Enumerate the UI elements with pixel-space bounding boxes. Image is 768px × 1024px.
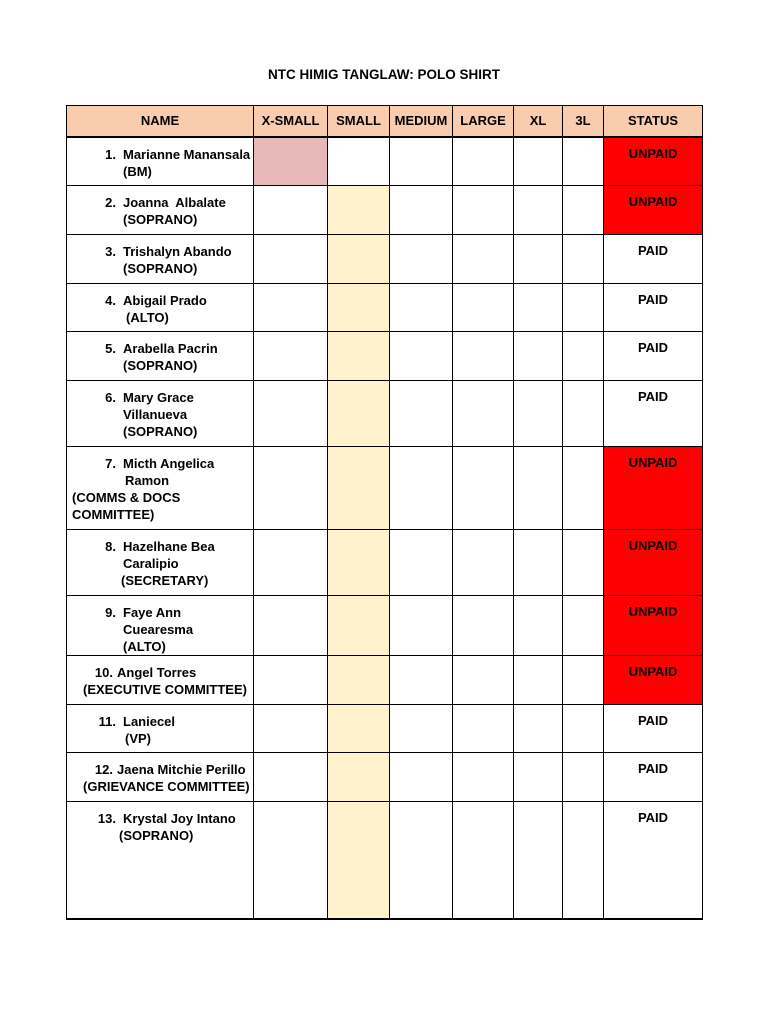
row-number: 9. — [105, 605, 116, 620]
status-text: PAID — [637, 340, 669, 355]
status-text: UNPAID — [628, 194, 678, 209]
small-cell[interactable] — [328, 656, 390, 705]
member-role: (SOPRANO) — [123, 358, 198, 373]
member-role: (VP) — [125, 731, 151, 746]
member-name: Angel Torres — [117, 665, 197, 680]
name-cell — [67, 705, 254, 753]
xl-cell[interactable] — [514, 332, 563, 381]
status-cell[interactable] — [604, 332, 703, 381]
member-role: (ALTO) — [123, 639, 166, 654]
3l-cell[interactable] — [563, 447, 604, 530]
member-name: Faye Ann Cuearesma — [123, 605, 194, 637]
header-name: NAME — [67, 106, 254, 137]
table-row — [67, 447, 703, 530]
name-cell — [67, 530, 254, 596]
header-xsmall: X-SMALL — [254, 106, 328, 137]
xsmall-cell[interactable] — [254, 705, 328, 753]
member-name: Krystal Joy Intano — [123, 811, 236, 826]
member-role-cont: COMMITTEE) — [72, 507, 155, 522]
small-cell[interactable] — [328, 596, 390, 656]
name-cell — [67, 332, 254, 381]
small-cell[interactable] — [328, 235, 390, 284]
large-cell[interactable] — [453, 656, 514, 705]
status-text: UNPAID — [628, 664, 678, 679]
3l-cell[interactable] — [563, 705, 604, 753]
status-cell[interactable] — [604, 381, 703, 447]
3l-cell[interactable] — [563, 753, 604, 802]
small-cell[interactable] — [328, 284, 390, 332]
member-role: (GRIEVANCE COMMITTEE) — [83, 779, 250, 794]
status-text: PAID — [637, 761, 669, 776]
status-cell[interactable] — [604, 447, 703, 530]
xsmall-cell[interactable] — [254, 596, 328, 656]
xsmall-cell[interactable] — [254, 802, 328, 919]
status-cell[interactable] — [604, 235, 703, 284]
status-text: PAID — [637, 810, 669, 825]
xsmall-cell[interactable] — [254, 186, 328, 235]
3l-cell[interactable] — [563, 332, 604, 381]
table-row — [67, 656, 703, 705]
xsmall-cell[interactable] — [254, 656, 328, 705]
status-text: PAID — [637, 713, 669, 728]
header-status: STATUS — [604, 106, 703, 137]
small-cell[interactable] — [328, 332, 390, 381]
3l-cell[interactable] — [563, 235, 604, 284]
medium-cell[interactable] — [390, 284, 453, 332]
table-row — [67, 705, 703, 753]
xl-cell[interactable] — [514, 753, 563, 802]
status-text: UNPAID — [628, 455, 678, 470]
xsmall-cell[interactable] — [254, 381, 328, 447]
table-row — [67, 186, 703, 235]
member-name: Abigail Prado — [123, 293, 207, 308]
table-row — [67, 802, 703, 919]
small-cell[interactable] — [328, 705, 390, 753]
name-cell — [67, 381, 254, 447]
3l-cell[interactable] — [563, 530, 604, 596]
table-row — [67, 381, 703, 447]
xl-cell[interactable] — [514, 596, 563, 656]
large-cell[interactable] — [453, 381, 514, 447]
medium-cell[interactable] — [390, 530, 453, 596]
xl-cell[interactable] — [514, 381, 563, 447]
header-large: LARGE — [453, 106, 514, 137]
3l-cell[interactable] — [563, 137, 604, 186]
large-cell[interactable] — [453, 332, 514, 381]
medium-cell[interactable] — [390, 447, 453, 530]
row-number: 13. — [97, 811, 116, 826]
large-cell[interactable] — [453, 802, 514, 919]
member-name: Marianne Manansala — [123, 146, 251, 162]
xl-cell[interactable] — [514, 235, 563, 284]
small-cell[interactable] — [328, 137, 390, 186]
xl-cell[interactable] — [514, 802, 563, 919]
member-name-cont: Caralipio — [123, 556, 179, 571]
polo-shirt-table — [66, 105, 703, 920]
member-role: (EXECUTIVE COMMITTEE) — [83, 682, 247, 697]
3l-cell[interactable] — [563, 656, 604, 705]
row-number: 2. — [105, 195, 116, 210]
status-cell[interactable] — [604, 530, 703, 596]
status-cell[interactable] — [604, 186, 703, 235]
member-name: Hazelhane Bea — [123, 539, 215, 554]
status-text: UNPAID — [628, 145, 678, 161]
row-number: 10. — [94, 665, 113, 680]
table-row — [67, 235, 703, 284]
member-role: (SECRETARY) — [121, 573, 209, 588]
xsmall-cell[interactable] — [254, 753, 328, 802]
member-role: (BM) — [123, 163, 152, 179]
xl-cell[interactable] — [514, 186, 563, 235]
xsmall-cell[interactable] — [254, 235, 328, 284]
large-cell[interactable] — [453, 137, 514, 186]
name-cell — [67, 137, 254, 186]
status-cell[interactable] — [604, 705, 703, 753]
member-name: Laniecel — [123, 714, 176, 729]
small-cell[interactable] — [328, 530, 390, 596]
small-cell[interactable] — [328, 186, 390, 235]
row-number: 12. — [94, 762, 113, 777]
member-role: (SOPRANO) — [123, 212, 198, 227]
name-cell — [67, 596, 254, 656]
medium-cell[interactable] — [390, 137, 453, 186]
status-text: PAID — [637, 292, 669, 307]
member-name: Arabella Pacrin — [123, 341, 218, 356]
large-cell[interactable] — [453, 596, 514, 656]
table-row — [67, 596, 703, 656]
small-cell[interactable] — [328, 753, 390, 802]
page-title: NTC HIMIG TANGLAW: POLO SHIRT — [268, 67, 500, 82]
row-number: 1. — [105, 146, 116, 162]
xl-cell[interactable] — [514, 447, 563, 530]
status-cell[interactable] — [604, 596, 703, 656]
3l-cell[interactable] — [563, 381, 604, 447]
row-number: 7. — [105, 456, 116, 471]
status-text: UNPAID — [628, 604, 678, 619]
xl-cell[interactable] — [514, 530, 563, 596]
medium-cell[interactable] — [390, 332, 453, 381]
large-cell[interactable] — [453, 186, 514, 235]
name-cell — [67, 753, 254, 802]
row-number: 11. — [98, 714, 116, 729]
status-cell[interactable] — [604, 802, 703, 919]
medium-cell[interactable] — [390, 186, 453, 235]
medium-cell[interactable] — [390, 381, 453, 447]
large-cell[interactable] — [453, 753, 514, 802]
table-row — [67, 332, 703, 381]
3l-cell[interactable] — [563, 284, 604, 332]
member-name: Joanna Albalate — [123, 195, 226, 210]
name-cell — [67, 802, 254, 919]
header-small: SMALL — [328, 106, 390, 137]
medium-cell[interactable] — [390, 656, 453, 705]
header-medium: MEDIUM — [390, 106, 453, 137]
row-number: 8. — [105, 539, 116, 554]
member-name: Trishalyn Abando — [123, 244, 232, 259]
large-cell[interactable] — [453, 705, 514, 753]
status-text: PAID — [637, 389, 669, 404]
table-row — [67, 284, 703, 332]
small-cell[interactable] — [328, 447, 390, 530]
row-number: 4. — [105, 293, 116, 308]
xl-cell[interactable] — [514, 705, 563, 753]
status-cell[interactable] — [604, 284, 703, 332]
name-cell — [67, 284, 254, 332]
member-name: Micth Angelica — [123, 456, 215, 471]
medium-cell[interactable] — [390, 802, 453, 919]
large-cell[interactable] — [453, 447, 514, 530]
table-row — [67, 530, 703, 596]
header-xl: XL — [514, 106, 563, 137]
row-number: 3. — [105, 244, 116, 259]
small-cell[interactable] — [328, 802, 390, 919]
name-cell — [67, 447, 254, 530]
row-number: 5. — [105, 341, 116, 356]
member-role: (ALTO) — [126, 310, 169, 325]
xsmall-cell[interactable] — [254, 530, 328, 596]
status-cell[interactable] — [604, 656, 703, 705]
medium-cell[interactable] — [390, 753, 453, 802]
table-row — [67, 137, 703, 186]
member-name: Jaena Mitchie Perillo — [117, 762, 246, 777]
3l-cell[interactable] — [563, 802, 604, 919]
member-name-cont: Ramon — [125, 473, 170, 488]
xl-cell[interactable] — [514, 137, 563, 186]
xsmall-cell[interactable] — [254, 284, 328, 332]
status-cell[interactable] — [604, 753, 703, 802]
row-number: 6. — [105, 390, 116, 405]
medium-cell[interactable] — [390, 235, 453, 284]
xl-cell[interactable] — [514, 656, 563, 705]
header-3l: 3L — [563, 106, 604, 137]
3l-cell[interactable] — [563, 596, 604, 656]
member-role: (SOPRANO) — [123, 261, 198, 276]
medium-cell[interactable] — [390, 705, 453, 753]
status-text: PAID — [637, 243, 669, 258]
xsmall-cell[interactable] — [254, 332, 328, 381]
header-row — [67, 106, 703, 137]
medium-cell[interactable] — [390, 596, 453, 656]
large-cell[interactable] — [453, 235, 514, 284]
small-cell[interactable] — [328, 381, 390, 447]
member-role: (SOPRANO) — [123, 424, 198, 439]
status-text: UNPAID — [628, 538, 678, 553]
large-cell[interactable] — [453, 284, 514, 332]
member-name-cont: Villanueva — [123, 407, 188, 422]
member-name: Mary Grace — [123, 390, 194, 405]
large-cell[interactable] — [453, 530, 514, 596]
xsmall-cell[interactable] — [254, 137, 328, 186]
name-cell — [67, 656, 254, 705]
table-row — [67, 753, 703, 802]
name-cell — [67, 235, 254, 284]
xsmall-cell[interactable] — [254, 447, 328, 530]
member-role: (SOPRANO) — [119, 828, 194, 843]
xl-cell[interactable] — [514, 284, 563, 332]
3l-cell[interactable] — [563, 186, 604, 235]
member-role: (COMMS & DOCS — [72, 490, 181, 505]
name-cell — [67, 186, 254, 235]
status-cell[interactable] — [604, 137, 703, 186]
